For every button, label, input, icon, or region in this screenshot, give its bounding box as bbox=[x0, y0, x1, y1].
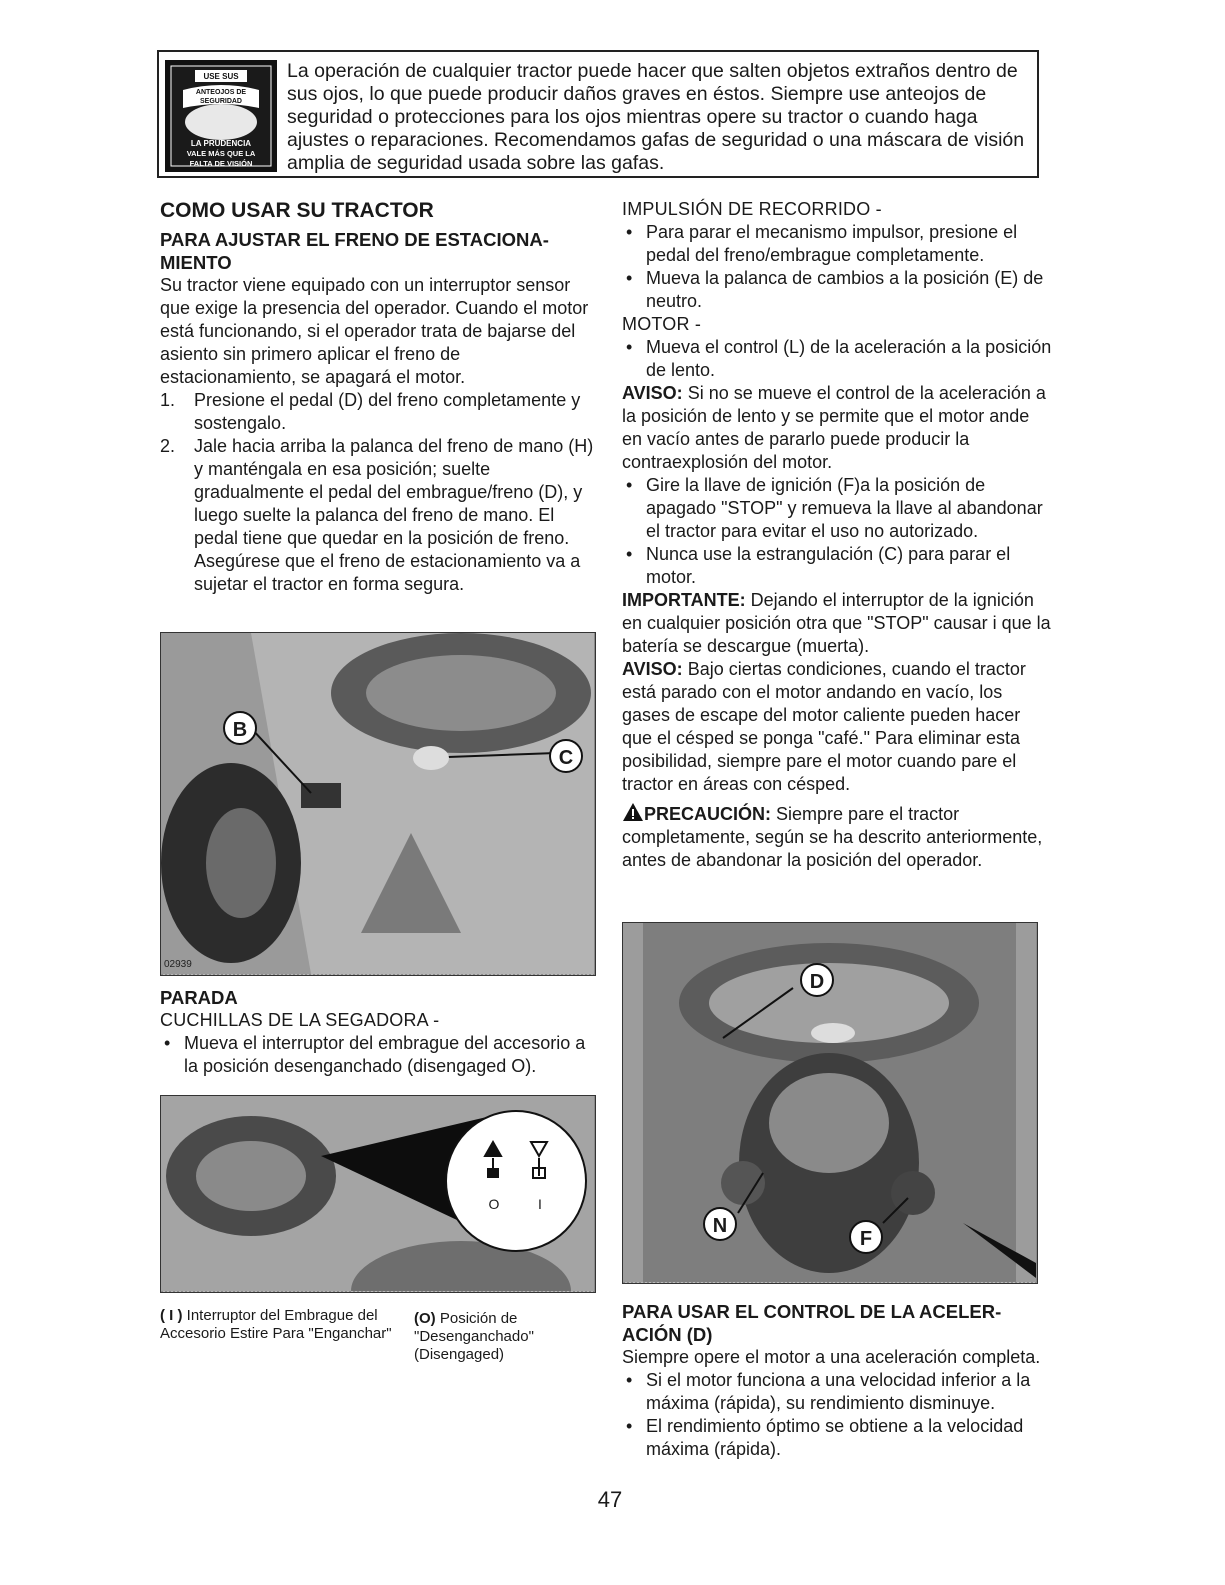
callout-d: D bbox=[800, 963, 834, 997]
caution-text: Siempre pare el tractor completamente, según se ha descrito anteriormente, antes de abandonar la posición del operador. bbox=[622, 804, 1043, 870]
safety-glasses-icon bbox=[165, 60, 277, 172]
right-column bbox=[622, 198, 1052, 872]
caution-paragraph bbox=[622, 802, 1052, 872]
step-text: Jale hacia arriba la palanca del freno de mano (H) y manténgala en esa posición; suelte gradualmente el pedal del embrague/freno (D), y luego suelte la palanca del freno de mano. El pedal tiene que quedar en la posición de freno. Asegúrese que el freno de estacionamiento va a sujetar el tractor en forma segura. bbox=[194, 436, 594, 594]
figure-code: 02939 bbox=[164, 959, 192, 970]
warning-text: La operación de cualquier tractor puede hacer que salten objetos extraños dentro de sus ojos, lo que puede producir daños graves en éstos. Siempre use anteojos de seguridad o protecciones para los ojos mientras opere su tractor o cuando haga ajustes o reparaciones. Recomendamos gafas de seguridad o una máscara de visión amplia de seguridad usada sobre las gafas. bbox=[287, 60, 1025, 174]
list-item: • Si el motor funciona a una velocidad inferior a la máxima (rápida), su rendimiento disminuye. bbox=[626, 1370, 1031, 1413]
left-column bbox=[160, 198, 600, 596]
bullet-text: Nunca use la estrangulación (C) para parar el motor. bbox=[646, 544, 1011, 587]
list-item: • Mueva el control (L) de la aceleración a la posición de lento. bbox=[626, 337, 1052, 380]
step-text: Presione el pedal (D) del freno completamente y sostengalo. bbox=[194, 390, 581, 433]
list-item: • Mueva el interruptor del embrague del accesorio a la posición desenganchado (disengaged O). bbox=[164, 1033, 586, 1076]
safety-warning-box bbox=[157, 50, 1039, 178]
blades-list bbox=[160, 1032, 600, 1078]
warning-triangle-icon bbox=[622, 802, 644, 822]
parking-brake-intro: Su tractor viene equipado con un interruptor sensor que exige la presencia del operador. Cuando el motor está funcionando, si el operador trata de bajarse del asiento sin primero aplicar el freno de estacionamiento, se apagará el motor. bbox=[160, 275, 589, 387]
disengaged-symbol: O bbox=[488, 1196, 500, 1212]
caption-engage bbox=[160, 1307, 396, 1343]
figure-brake-lever bbox=[160, 632, 596, 976]
notice-list bbox=[622, 474, 1052, 589]
caption-text: Interruptor del Embrague del Accesorio Estire Para "Enganchar" bbox=[160, 1307, 392, 1342]
throttle-heading: PARA USAR EL CONTROL DE LA ACELER-ACIÓN (D) bbox=[622, 1301, 1002, 1345]
notice-paragraph bbox=[622, 382, 1052, 474]
callout-n: N bbox=[703, 1207, 737, 1241]
motor-list bbox=[622, 336, 1052, 382]
notice-label: AVISO: bbox=[622, 659, 683, 679]
parking-brake-heading: PARA AJUSTAR EL FRENO DE ESTACIONA-MIENTO bbox=[160, 229, 549, 273]
bullet-text: El rendimiento óptimo se obtiene a la velocidad máxima (rápida). bbox=[646, 1416, 1024, 1459]
stopping-section bbox=[160, 986, 600, 1078]
bullet-text: Mueva el control (L) de la aceleración a la posición de lento. bbox=[646, 337, 1052, 380]
figure-dashboard bbox=[622, 922, 1038, 1284]
figure-pto-switch bbox=[160, 1095, 596, 1293]
step-number: 2. bbox=[160, 436, 176, 456]
icon-text: VALE MÁS QUE LA bbox=[186, 149, 256, 158]
notice-text: Si no se mueve el control de la aceleración a la posición de lento y se permite que el motor ande en vacío antes de pararlo puede producir la contraexplosión del motor. bbox=[622, 383, 1046, 472]
callout-f: F bbox=[849, 1220, 883, 1254]
important-label: IMPORTANTE: bbox=[622, 590, 746, 610]
bullet-text: Mueva la palanca de cambios a la posición (E) de neutro. bbox=[646, 268, 1044, 311]
important-paragraph bbox=[622, 589, 1052, 658]
drive-heading: IMPULSIÓN DE RECORRIDO - bbox=[622, 199, 882, 219]
blades-heading: CUCHILLAS DE LA SEGADORA - bbox=[160, 1010, 440, 1030]
section-title: COMO USAR SU TRACTOR bbox=[160, 199, 434, 222]
important-text: Dejando el interruptor de la ignición en cualquier posición otra que "STOP" causar i que la batería se descargue (muerta). bbox=[622, 590, 1051, 656]
icon-text: USE SUS bbox=[203, 72, 239, 81]
notice-text: Bajo ciertas condiciones, cuando el tractor está parado con el motor andando en vacío, los gases de escape del motor caliente pueden hacer que el césped se ponga "café." Para eliminar esta posibilidad, siempre pare el motor cuando pare el tractor en áreas con césped. bbox=[622, 659, 1026, 794]
page-number: 47 bbox=[597, 1487, 623, 1512]
drive-list bbox=[622, 221, 1052, 313]
list-item: • El rendimiento óptimo se obtiene a la velocidad máxima (rápida). bbox=[626, 1416, 1024, 1459]
notice-label: AVISO: bbox=[622, 383, 683, 403]
list-item: • Gire la llave de ignición (F)a la posición de apagado "STOP" y remueva la llave al abandonar el tractor para evitar el uso no autorizado. bbox=[626, 475, 1043, 541]
tractor-illustration bbox=[161, 633, 594, 974]
list-item: • Nunca use la estrangulación (C) para parar el motor. bbox=[626, 544, 1011, 587]
bullet-text: Si el motor funciona a una velocidad inferior a la máxima (rápida), su rendimiento disminuye. bbox=[646, 1370, 1031, 1413]
step-item bbox=[160, 435, 600, 596]
icon-text: LA PRUDENCIA bbox=[190, 139, 252, 148]
bullet-text: Gire la llave de ignición (F)a la posición de apagado "STOP" y remueva la llave al abandonar el tractor para evitar el uso no autorizado. bbox=[646, 475, 1043, 541]
callout-c: C bbox=[549, 739, 583, 773]
bullet-text: Mueva el interruptor del embrague del accesorio a la posición desenganchado (disengaged O). bbox=[184, 1033, 586, 1076]
parking-brake-steps bbox=[160, 389, 600, 596]
caption-mark: (O) bbox=[414, 1310, 436, 1327]
caption-text: Posición de "Desenganchado" (Disengaged) bbox=[414, 1310, 534, 1363]
icon-text: FALTA DE VISIÓN bbox=[189, 159, 253, 168]
callout-b: B bbox=[223, 711, 257, 745]
caution-label: PRECAUCIÓN: bbox=[644, 804, 772, 824]
pto-illustration bbox=[161, 1096, 594, 1291]
list-item: • Mueva la palanca de cambios a la posición (E) de neutro. bbox=[626, 268, 1044, 311]
list-item: • Para parar el mecanismo impulsor, presione el pedal del freno/embrague completamente. bbox=[626, 222, 1018, 265]
stop-heading: PARADA bbox=[160, 987, 238, 1008]
motor-heading: MOTOR - bbox=[622, 314, 702, 334]
icon-text: ANTEOJOS DE bbox=[195, 89, 247, 96]
throttle-list bbox=[622, 1369, 1052, 1461]
engaged-symbol: I bbox=[538, 1196, 542, 1212]
step-number: 1. bbox=[160, 390, 176, 410]
throttle-section bbox=[622, 1300, 1052, 1461]
caption-mark: ( I ) bbox=[160, 1307, 183, 1324]
caption-disengage bbox=[414, 1310, 604, 1364]
bullet-text: Para parar el mecanismo impulsor, presione el pedal del freno/embrague completamente. bbox=[646, 222, 1018, 265]
step-item bbox=[160, 389, 600, 435]
icon-text: SEGURIDAD bbox=[199, 98, 243, 105]
throttle-intro: Siempre opere el motor a una aceleración completa. bbox=[622, 1347, 1041, 1367]
notice-paragraph bbox=[622, 658, 1052, 796]
